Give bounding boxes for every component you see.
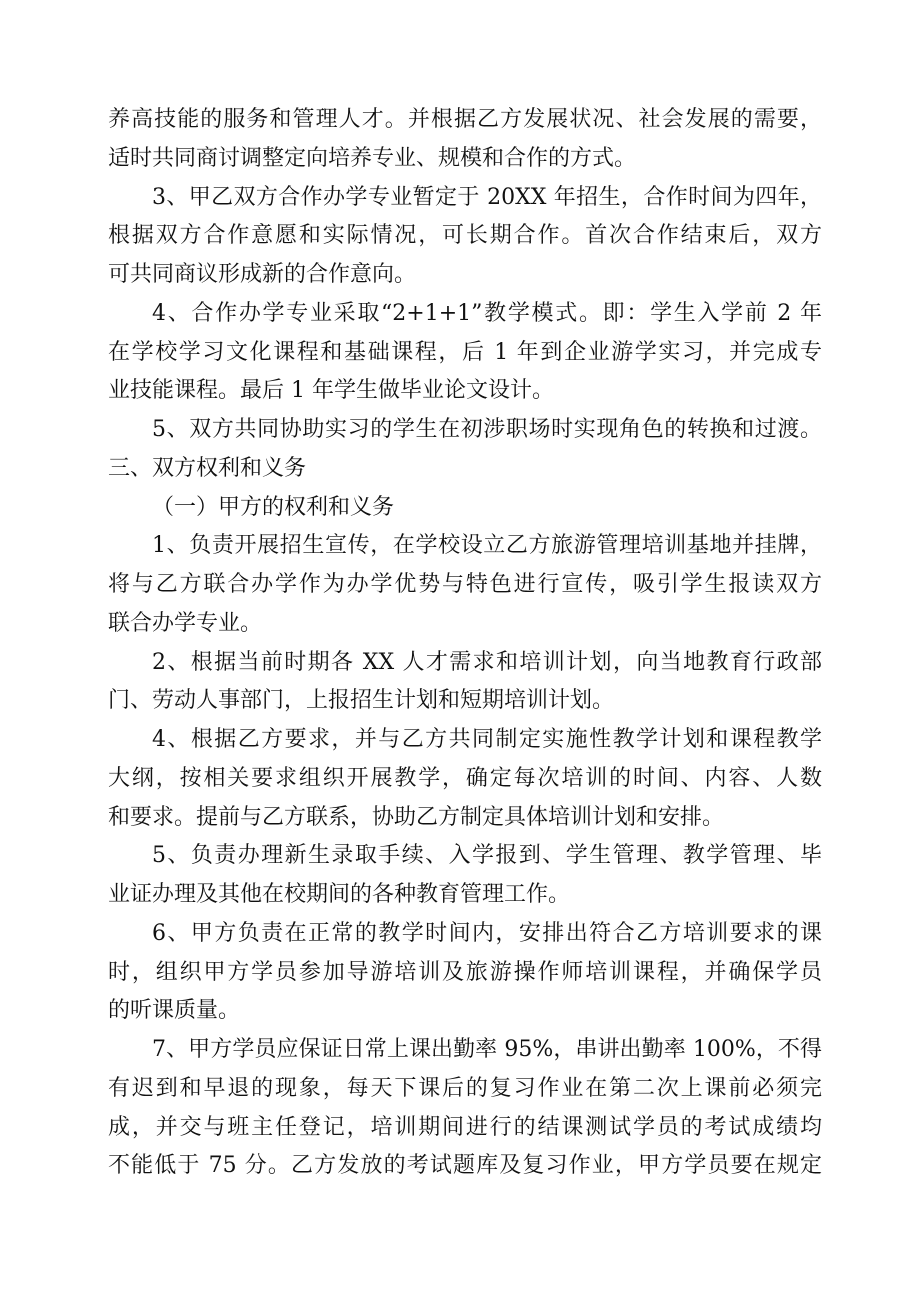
paragraph-line: 时，组织甲方学员参加导游培训及旅游操作师培训课程，并确保学员	[108, 959, 822, 985]
paragraph-line: 适时共同商讨调整定向培养专业、规模和合作的方式。	[108, 145, 637, 171]
paragraph-line: 可共同商议形成新的合作意向。	[108, 262, 417, 287]
paragraph-line: 养高技能的服务和管理人才。并根据乙方发展状况、社会发展的需要，	[108, 107, 822, 132]
paragraph-line: 5、负责办理新生录取手续、入学报到、学生管理、教学管理、毕	[152, 843, 822, 869]
paragraph-line: 6、甲方负责在正常的教学时间内，安排出符合乙方培训要求的课	[152, 920, 822, 946]
paragraph-line: 3、甲乙双方合作办学专业暂定于 20XX 年招生，合作时间为四年，	[152, 184, 822, 210]
paragraph-line: 成，并交与班主任登记，培训期间进行的结课测试学员的考试成绩均	[108, 1114, 822, 1140]
subsection-heading: （一）甲方的权利和义务	[152, 494, 395, 520]
paragraph-line: 门、劳动人事部门，上报招生计划和短期培训计划。	[108, 688, 615, 714]
paragraph-line: 的听课质量。	[108, 998, 241, 1024]
paragraph-line: 根据双方合作意愿和实际情况，可长期合作。首次合作结束后，双方	[108, 223, 822, 249]
paragraph-line: 联合办学专业。	[108, 610, 263, 636]
paragraph-line: 将与乙方联合办学作为办学优势与特色进行宣传，吸引学生报读双方	[108, 572, 822, 597]
document-body	[108, 101, 822, 1186]
paragraph-line: 1、负责开展招生宣传，在学校设立乙方旅游管理培训基地并挂牌，	[152, 533, 822, 559]
paragraph-line: 业证办理及其他在校期间的各种教育管理工作。	[108, 882, 571, 907]
paragraph-line: 7、甲方学员应保证日常上课出勤率 95%，串讲出勤率 100%，不得	[152, 1037, 822, 1062]
paragraph-line: 业技能课程。最后 1 年学生做毕业论文设计。	[108, 378, 554, 404]
paragraph-line: 大纲，按相关要求组织开展教学，确定每次培训的时间、内容、人数	[108, 765, 822, 791]
paragraph-line: 5、双方共同协助实习的学生在初涉职场时实现角色的转换和过渡。	[152, 417, 822, 442]
paragraph-line: 和要求。提前与乙方联系，协助乙方制定具体培训计划和安排。	[108, 804, 725, 830]
section-heading: 三、双方权利和义务	[108, 455, 307, 481]
paragraph-line: 2、根据当前时期各 XX 人才需求和培训计划，向当地教育行政部	[152, 649, 822, 675]
paragraph-line: 有迟到和早退的现象，每天下课后的复习作业在第二次上课前必须完	[108, 1075, 822, 1101]
paragraph-line: 4、根据乙方要求，并与乙方共同制定实施性教学计划和课程教学	[152, 727, 822, 752]
paragraph-line: 在学校学习文化课程和基础课程，后 1 年到企业游学实习，并完成专	[108, 339, 822, 365]
paragraph-line: 不能低于 75 分。乙方发放的考试题库及复习作业，甲方学员要在规定	[108, 1153, 822, 1179]
paragraph-line: 4、合作办学专业采取“2+1+1”教学模式。即：学生入学前 2 年	[152, 300, 822, 326]
